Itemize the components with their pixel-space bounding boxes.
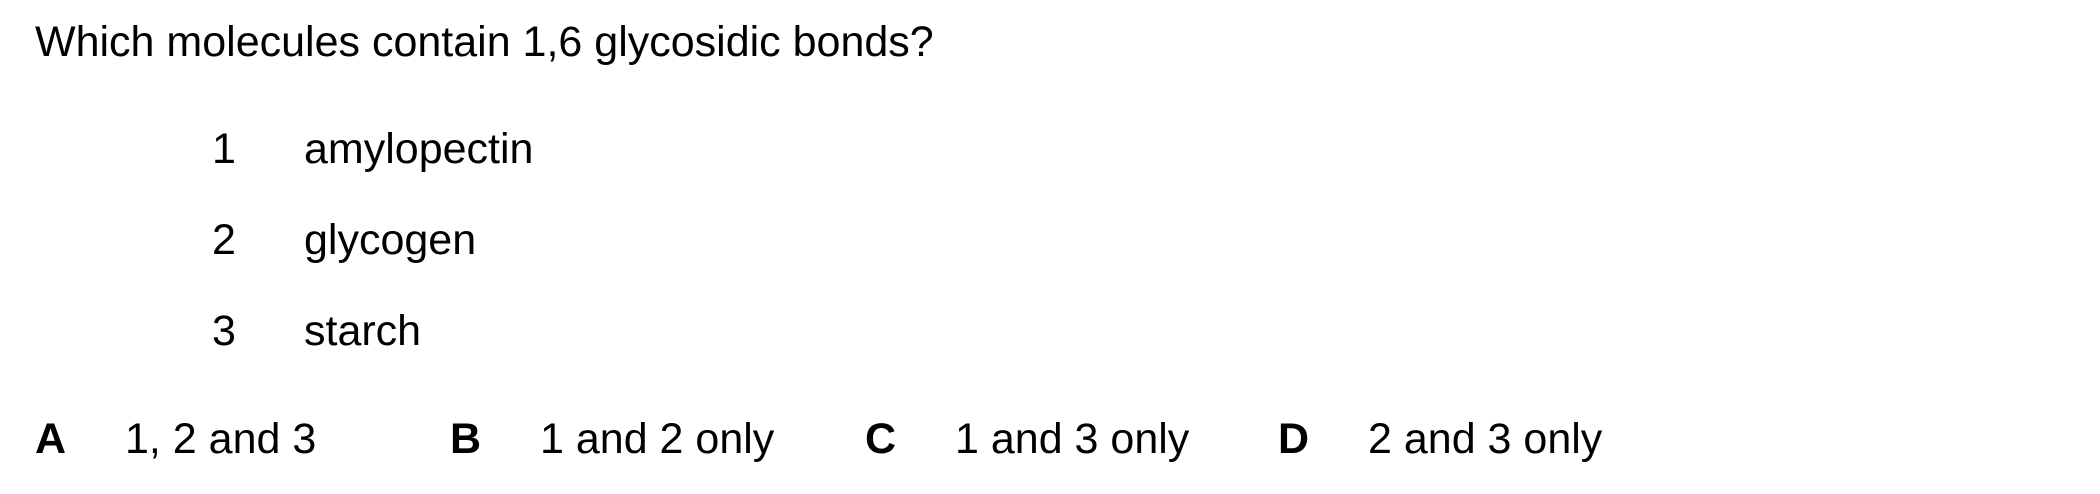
- statement-item-3: [212, 303, 421, 359]
- option-text: 2 and 3 only: [1368, 415, 1603, 463]
- answer-option-b[interactable]: [450, 411, 774, 467]
- statement-label: starch: [304, 307, 422, 355]
- answer-option-d[interactable]: [1278, 411, 1602, 467]
- answer-option-c[interactable]: [865, 411, 1189, 467]
- option-text: 1, 2 and 3: [125, 415, 317, 463]
- statement-label: glycogen: [304, 216, 477, 264]
- question-text: Which molecules contain 1,6 glycosidic bonds?: [35, 18, 934, 66]
- statement-number: 2: [212, 216, 236, 264]
- statement-number: 3: [212, 307, 236, 355]
- statement-label: amylopectin: [304, 125, 534, 173]
- option-letter: C: [865, 415, 897, 463]
- answer-option-a[interactable]: [35, 411, 316, 467]
- statement-item-1: [212, 121, 533, 177]
- option-letter: B: [450, 415, 482, 463]
- option-text: 1 and 2 only: [540, 415, 775, 463]
- statement-number: 1: [212, 125, 236, 173]
- option-text: 1 and 3 only: [955, 415, 1190, 463]
- option-letter: D: [1278, 415, 1310, 463]
- statement-item-2: [212, 212, 476, 268]
- option-letter: A: [35, 415, 67, 463]
